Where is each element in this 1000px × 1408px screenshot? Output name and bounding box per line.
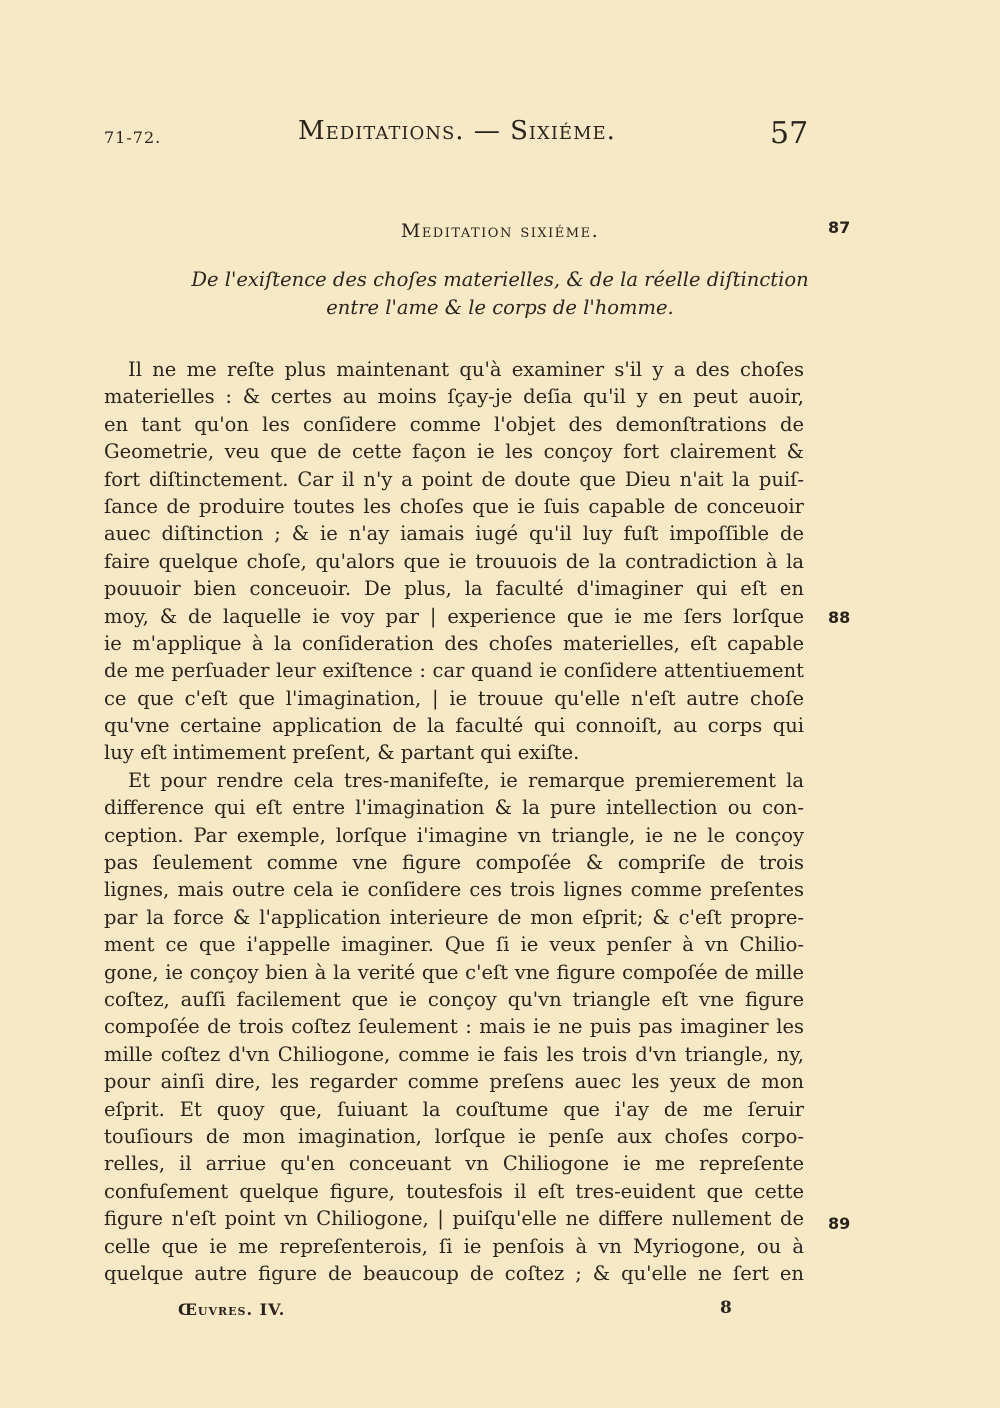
text-line: moy, & de laquelle ie voy par | experience que ie me ſers lorſque <box>104 604 804 628</box>
text-line: coſtez, auſſi facilement que ie conçoy qu'vn triangle eſt vne figure <box>104 987 804 1011</box>
text-line: touſiours de mon imagination, lorſque ie penſe aux choſes corpo- <box>104 1124 804 1148</box>
header-left-ref: 71-72. <box>104 128 162 147</box>
text-line: ie m'applique à la conſideration des choſes materielles, eſt capable <box>104 631 804 655</box>
text-line: quelque autre figure de beaucoup de coſtez ; & qu'elle ne ſert en <box>104 1261 804 1285</box>
text-line: pouuoir bien conceuoir. De plus, la faculté d'imaginer qui eſt en <box>104 577 804 601</box>
footer-signature: Œuvres. IV. <box>178 1300 286 1319</box>
text-line: ſance de produire toutes les choſes que ie ſuis capable de conceuoir <box>104 494 804 518</box>
text-line: ce que c'eſt que l'imagination, | ie trouue qu'elle n'eſt autre choſe <box>104 686 804 710</box>
text-line: confuſement quelque figure, toutesfois il eſt tres-euident que cette <box>104 1179 804 1203</box>
text-line: fort diſtinctement. Car il n'y a point de doute que Dieu n'ait la puiſ- <box>104 467 804 491</box>
text-line: celle que ie me repreſenterois, ſi ie penſois à vn Myriogone, ou à <box>104 1234 804 1258</box>
text-line: lignes, mais outre cela ie conſidere ces trois lignes comme preſentes <box>104 878 804 902</box>
text-line: pas ſeulement comme vne figure compoſée & compriſe de trois <box>104 851 804 875</box>
text-line: materielles : & certes au moins ſçay-je deſia qu'il y en peut auoir, <box>104 385 804 409</box>
text-line: ment ce que i'appelle imaginer. Que ſi ie veux penſer à vn Chilio- <box>104 933 804 957</box>
margin-number: 89 <box>828 1214 851 1233</box>
text-line: en tant qu'on les conſidere comme l'objet des demonſtrations de <box>104 412 804 436</box>
text-line: eſprit. Et quoy que, ſuiuant la couſtume que i'ay de me ſeruir <box>104 1097 804 1121</box>
text-line: figure n'eſt point vn Chiliogone, | puiſqu'elle ne differe nullement de <box>104 1207 804 1231</box>
text-line: relles, il arriue qu'en conceuant vn Chiliogone ie me repreſente <box>104 1152 804 1176</box>
margin-number: 87 <box>828 218 851 237</box>
section-title: Meditation sixiéme. <box>400 220 600 242</box>
text-line: de me perſuader leur exiſtence : car quand ie conſidere attentiuement <box>104 659 804 683</box>
text-line: compoſée de trois coſtez ſeulement : mais ie ne puis pas imaginer les <box>104 1015 804 1039</box>
margin-number: 88 <box>828 608 851 627</box>
body-text <box>104 356 804 1287</box>
text-line: Et pour rendre cela tres-manifeſte, ie remarque premierement la <box>128 768 804 792</box>
text-line: Il ne me reſte plus maintenant qu'à examiner s'il y a des choſes <box>128 358 804 381</box>
text-line: mille coſtez d'vn Chiliogone, comme ie fais les trois d'vn triangle, ny, <box>104 1042 804 1066</box>
text-line: faire quelque choſe, qu'alors que ie trouuois de la contradiction à la <box>104 549 804 573</box>
header-title: Meditations. — Sixiéme. <box>298 116 616 146</box>
subtitle-line: entre l'ame & le corps de l'homme. <box>326 296 674 319</box>
text-line: gone, ie conçoy bien à la verité que c'eſt vne figure compoſée de mille <box>104 960 804 984</box>
text-line: difference qui eſt entre l'imagination & la pure intellection ou con- <box>104 796 804 820</box>
text-line: luy eſt intimement preſent, & partant qui exiſte. <box>104 741 580 765</box>
text-line: ception. Par exemple, lorſque i'imagine vn triangle, ie ne le conçoy <box>104 823 804 847</box>
page-number: 57 <box>770 116 809 151</box>
text-line: qu'vne certaine application de la faculté qui connoiſt, au corps qui <box>104 714 804 738</box>
text-line: auec diſtinction ; & ie n'ay iamais iugé qu'il luy fuſt impoſſible de <box>104 522 804 546</box>
text-line: pour ainſi dire, les regarder comme preſens auec les yeux de mon <box>104 1070 804 1094</box>
running-head <box>0 114 1000 154</box>
subtitle-line: De l'exiſtence des choſes materielles, & de la réelle diſtinction <box>191 268 809 291</box>
text-line: Geometrie, veu que de cette façon ie les conçoy fort clairement & <box>104 440 804 464</box>
footer-signature-number: 8 <box>720 1298 732 1318</box>
text-line: par la force & l'application interieure de mon eſprit; & c'eſt propre- <box>104 905 804 929</box>
